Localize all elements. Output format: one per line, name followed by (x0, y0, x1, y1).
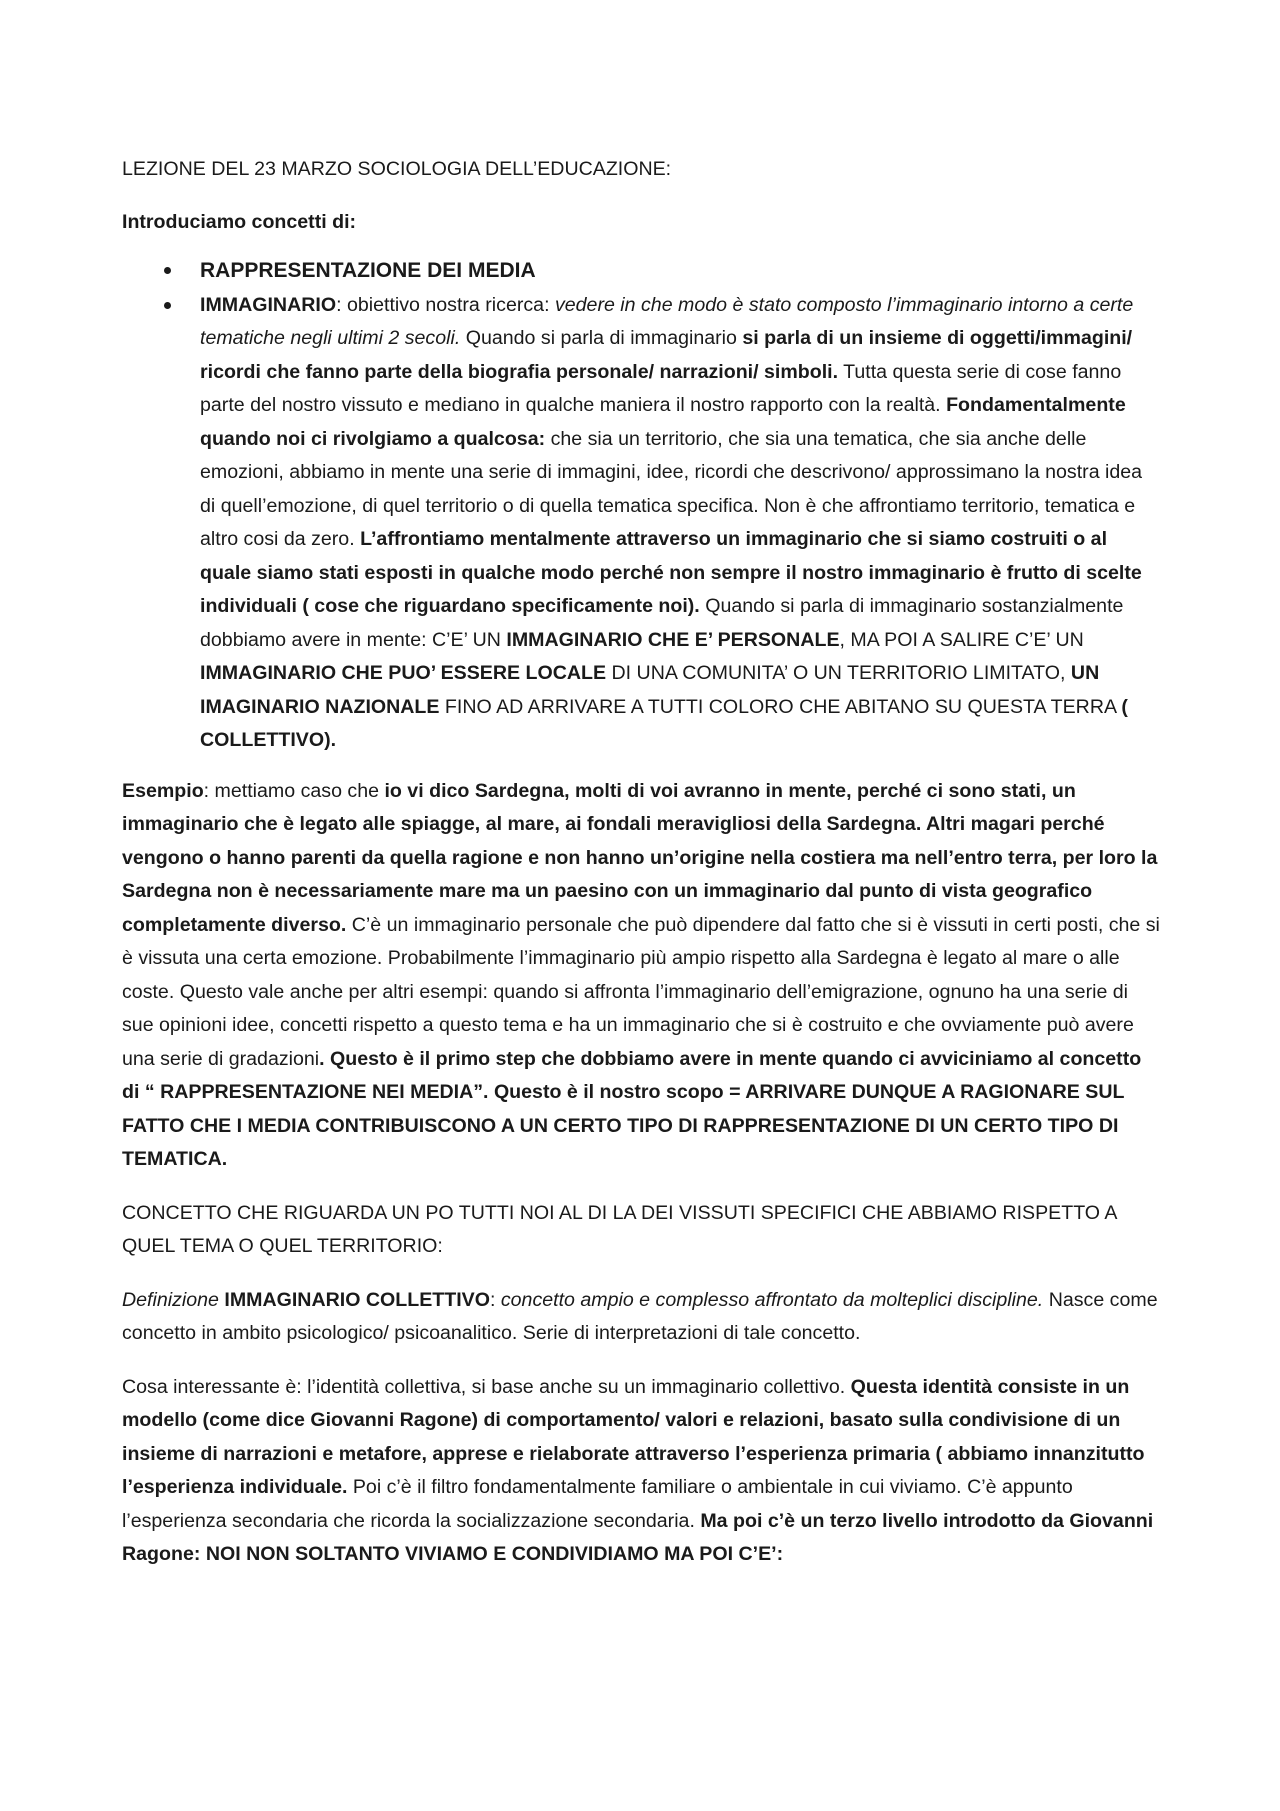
lecture-title: LEZIONE DEL 23 MARZO SOCIOLOGIA DELL’EDUCAZIONE: (122, 158, 672, 180)
bullet-immaginario-text: IMMAGINARIO: obiettivo nostra ricerca: vedere in che modo è stato composto l’immaginario intorno a certe tematiche negli ultimi 2 secoli. Quando si parla di immaginario si parla di un insieme di oggetti/immagini/ ricordi che fanno parte della biografia personale/ narrazioni/ simboli. Tutta questa serie di cose fanno parte del nostro vissuto e mediano in qualche maniera il nostro rapporto con la realtà. Fondamentalmente quando noi ci rivolgiamo a qualcosa: che sia un territorio, che sia una tematica, che sia anche delle emozioni, abbiamo in mente una serie di immagini, idee, ricordi che descrivono/ approssimano la nostra idea di quell’emozione, di quel territorio o di quella tematica specifica. Non è che affrontiamo territorio, tematica e altro cosi da zero. L’affrontiamo mentalmente attraverso un immaginario che si siamo costruiti o al quale siamo stati esposti in qualche modo perché non sempre il nostro immaginario è frutto di scelte individuali ( cose che riguardano specificamente noi). Quando si parla di immaginario sostanzialmente dobbiamo avere in mente: C’E’ UN IMMAGINARIO CHE E’ PERSONALE, MA POI A SALIRE C’E’ UN IMMAGINARIO CHE PUO’ ESSERE LOCALE DI UNA COMUNITA’ O UN TERRITORIO LIMITATO, UN IMAGINARIO NAZIONALE FINO AD ARRIVARE A TUTTI COLORO CHE ABITANO SU QUESTA TERRA ( COLLETTIVO). (200, 293, 1143, 751)
concept-paragraph: CONCETTO CHE RIGUARDA UN PO TUTTI NOI AL DI LA DEI VISSUTI SPECIFICI CHE ABBIAMO RISPETTO A QUEL TEMA O QUEL TERRITORIO: (122, 1201, 1117, 1257)
list-item (122, 289, 1162, 758)
bullet-rappresentazione: RAPPRESENTAZIONE DEI MEDIA (200, 259, 536, 282)
intro-heading: Introduciamo concetti di: (122, 210, 357, 233)
bullet-icon (164, 267, 171, 274)
list-item (122, 254, 1162, 289)
bullet-icon (164, 302, 171, 309)
collective-identity-paragraph: Cosa interessante è: l’identità collettiva, si base anche su un immaginario collettivo. Questa identità consiste in un modello (come dice Giovanni Ragone) di comportamento/ valori e relazioni, basato sulla condivisione di un insieme di narrazioni e metafore, apprese e rielaborate attraverso l’esperienza primaria ( abbiamo innanzitutto l’esperienza individuale. Poi c’è il filtro fondamentalmente familiare o ambientale in cui viviamo. C’è appunto l’esperienza secondaria che ricorda la socializzazione secondaria. Ma poi c’è un terzo livello introdotto da Giovanni Ragone: NOI NON SOLTANTO VIVIAMO E CONDIVIDIAMO MA POI C’E’: (122, 1375, 1154, 1565)
definition-paragraph: Definizione IMMAGINARIO COLLETTIVO: concetto ampio e complesso affrontato da molteplici discipline. Nasce come concetto in ambito psicologico/ psicoanalitico. Serie di interpretazioni di tale concetto. (122, 1288, 1158, 1344)
concept-list (122, 254, 1162, 758)
example-paragraph: Esempio: mettiamo caso che io vi dico Sardegna, molti di voi avranno in mente, perché ci sono stati, un immaginario che è legato alle spiagge, al mare, ai fondali meravigliosi della Sardegna. Altri magari perché vengono o hanno parenti da quella ragione e non hanno un’origine nella costiera ma nell’entro terra, per loro la Sardegna non è necessariamente mare ma un paesino con un immaginario dal punto di vista geografico completamente diverso. C’è un immaginario personale che può dipendere dal fatto che si è vissuti in certi posti, che si è vissuta una certa emozione. Probabilmente l’immaginario più ampio rispetto alla Sardegna è legato al mare o alle coste. Questo vale anche per altri esempi: quando si affronta l’immaginario dell’emigrazione, ognuno ha una serie di sue opinioni idee, concetti rispetto a questo tema e ha un immaginario che si è costruito e che ovviamente può avere una serie di gradazioni. Questo è il primo step che dobbiamo avere in mente quando ci avviciniamo al concetto di “ RAPPRESENTAZIONE NEI MEDIA”. Questo è il nostro scopo = ARRIVARE DUNQUE A RAGIONARE SUL FATTO CHE I MEDIA CONTRIBUISCONO A UN CERTO TIPO DI RAPPRESENTAZIONE DI UN CERTO TIPO DI TEMATICA. (122, 779, 1160, 1170)
